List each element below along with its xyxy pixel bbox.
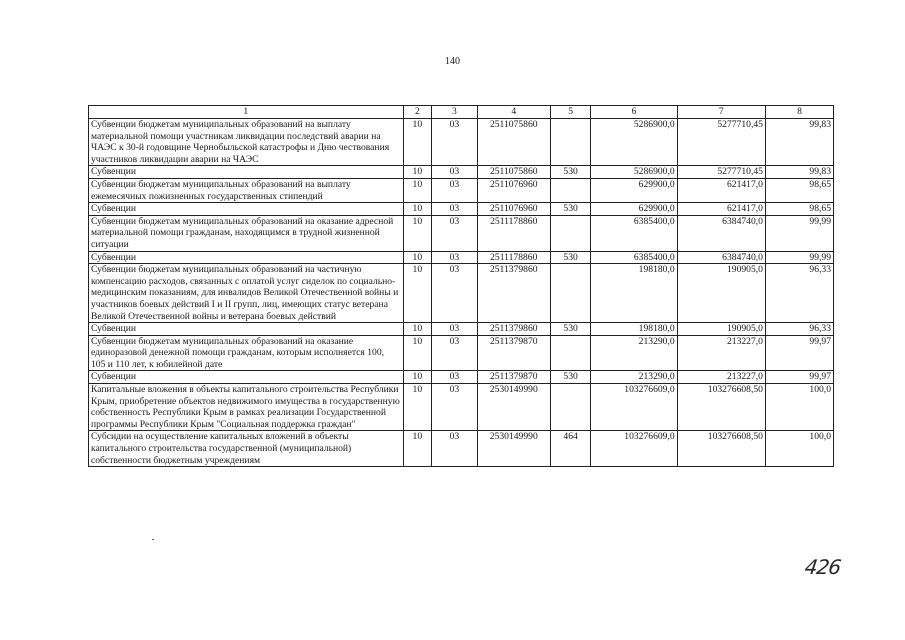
row-planned-amount: 103276609,0 <box>591 431 677 467</box>
table-row <box>89 215 834 251</box>
row-section: 10 <box>403 264 431 323</box>
row-actual-amount: 213227,0 <box>677 371 765 384</box>
row-actual-amount: 621417,0 <box>677 178 765 202</box>
row-planned-amount: 6385400,0 <box>591 215 677 251</box>
header-col-7: 7 <box>677 106 765 119</box>
row-target-code: 2511379870 <box>477 371 550 384</box>
row-name: Субвенции бюджетам муниципальных образований на выплату ежемесячных пожизненных государственных стипендий <box>89 178 404 202</box>
row-planned-amount: 213290,0 <box>591 335 677 371</box>
table-row <box>89 251 834 264</box>
row-expense-type <box>550 384 591 431</box>
row-actual-amount: 103276608,50 <box>677 384 765 431</box>
row-target-code: 2511178860 <box>477 251 550 264</box>
row-subsection: 03 <box>432 371 478 384</box>
row-section: 10 <box>403 119 431 166</box>
row-actual-amount: 5277710,45 <box>677 166 765 179</box>
row-name: Субвенции бюджетам муниципальных образований на оказание адресной материальной помощи гражданам, находящимся в трудной жизненной ситуации <box>89 215 404 251</box>
row-name: Субвенции бюджетам муниципальных образований на частичную компенсацию расходов, связанных с оплатой услуг сиделок по социально-медицинским показаниям, для инвалидов Великой Отечественной войны и участников боевых действий I и II групп, лиц, имеющих статус ветерана Великой Отечественной войны и ветерана боевых действий <box>89 264 404 323</box>
row-section: 10 <box>403 384 431 431</box>
row-name: Субвенции <box>89 166 404 179</box>
row-execution-percent: 99,97 <box>765 371 833 384</box>
header-col-3: 3 <box>432 106 478 119</box>
row-execution-percent: 100,0 <box>765 384 833 431</box>
row-subsection: 03 <box>432 178 478 202</box>
row-expense-type: 530 <box>550 203 591 216</box>
row-subsection: 03 <box>432 431 478 467</box>
row-planned-amount: 198180,0 <box>591 323 677 336</box>
row-target-code: 2511379860 <box>477 323 550 336</box>
row-actual-amount: 213227,0 <box>677 335 765 371</box>
row-section: 10 <box>403 335 431 371</box>
row-planned-amount: 629900,0 <box>591 203 677 216</box>
row-subsection: 03 <box>432 251 478 264</box>
row-actual-amount: 103276608,50 <box>677 431 765 467</box>
row-expense-type: 530 <box>550 371 591 384</box>
table-row <box>89 203 834 216</box>
budget-table <box>88 105 834 467</box>
row-section: 10 <box>403 178 431 202</box>
table-row <box>89 178 834 202</box>
row-target-code: 2511178860 <box>477 215 550 251</box>
row-planned-amount: 5286900,0 <box>591 119 677 166</box>
row-execution-percent: 99,99 <box>765 251 833 264</box>
header-col-2: 2 <box>403 106 431 119</box>
row-target-code: 2530149990 <box>477 431 550 467</box>
row-name: Субвенции бюджетам муниципальных образований на выплату материальной помощи участникам ликвидации последствий аварии на ЧАЭС к 30-й годовщине Чернобыльской катастрофы и Дню чествования участников ликвидации аварии на ЧАЭС <box>89 119 404 166</box>
row-expense-type <box>550 264 591 323</box>
row-name: Субсидии на осуществление капитальных вложений в объекты капитального строительства государственной (муниципальной) собственности бюджетным учреждениям <box>89 431 404 467</box>
table-row <box>89 335 834 371</box>
row-expense-type <box>550 215 591 251</box>
row-actual-amount: 6384740,0 <box>677 251 765 264</box>
row-subsection: 03 <box>432 166 478 179</box>
row-section: 10 <box>403 203 431 216</box>
row-name: Субвенции бюджетам муниципальных образований на оказание единоразовой денежной помощи гражданам, которым исполняется 100, 105 и 110 лет, к юбилейной дате <box>89 335 404 371</box>
row-name: Субвенции <box>89 203 404 216</box>
row-subsection: 03 <box>432 203 478 216</box>
table-row <box>89 323 834 336</box>
row-planned-amount: 213290,0 <box>591 371 677 384</box>
table-header-row <box>89 106 834 119</box>
header-col-8: 8 <box>765 106 833 119</box>
row-execution-percent: 99,83 <box>765 119 833 166</box>
row-subsection: 03 <box>432 335 478 371</box>
row-planned-amount: 198180,0 <box>591 264 677 323</box>
row-subsection: 03 <box>432 264 478 323</box>
row-planned-amount: 629900,0 <box>591 178 677 202</box>
row-section: 10 <box>403 323 431 336</box>
row-expense-type <box>550 119 591 166</box>
row-name: Субвенции <box>89 251 404 264</box>
row-section: 10 <box>403 431 431 467</box>
row-actual-amount: 6384740,0 <box>677 215 765 251</box>
row-expense-type: 530 <box>550 251 591 264</box>
row-target-code: 2511076960 <box>477 178 550 202</box>
row-actual-amount: 5277710,45 <box>677 119 765 166</box>
row-section: 10 <box>403 371 431 384</box>
row-actual-amount: 190905,0 <box>677 323 765 336</box>
row-name: Субвенции <box>89 371 404 384</box>
table-row <box>89 264 834 323</box>
row-planned-amount: 6385400,0 <box>591 251 677 264</box>
row-expense-type <box>550 178 591 202</box>
header-col-5: 5 <box>550 106 591 119</box>
row-name: Капитальные вложения в объекты капитального строительства Республики Крым, приобретение объектов недвижимого имущества в государственную собственность Республики Крым в рамках реализации Государственной программы Республики Крым "Социальная поддержка граждан" <box>89 384 404 431</box>
header-col-6: 6 <box>591 106 677 119</box>
page-number: 140 <box>445 56 460 67</box>
row-target-code: 2511075860 <box>477 119 550 166</box>
row-expense-type: 530 <box>550 323 591 336</box>
header-col-1: 1 <box>89 106 404 119</box>
row-expense-type: 530 <box>550 166 591 179</box>
row-subsection: 03 <box>432 119 478 166</box>
row-expense-type <box>550 335 591 371</box>
row-execution-percent: 99,83 <box>765 166 833 179</box>
table-row <box>89 166 834 179</box>
row-section: 10 <box>403 166 431 179</box>
row-subsection: 03 <box>432 323 478 336</box>
row-target-code: 2511075860 <box>477 166 550 179</box>
row-name: Субвенции <box>89 323 404 336</box>
row-planned-amount: 5286900,0 <box>591 166 677 179</box>
row-execution-percent: 98,65 <box>765 178 833 202</box>
row-target-code: 2511379860 <box>477 264 550 323</box>
row-actual-amount: 190905,0 <box>677 264 765 323</box>
handwritten-page-mark: 426 <box>803 555 842 579</box>
row-execution-percent: 99,97 <box>765 335 833 371</box>
row-target-code: 2511076960 <box>477 203 550 216</box>
row-execution-percent: 96,33 <box>765 264 833 323</box>
table-row <box>89 431 834 467</box>
row-execution-percent: 100,0 <box>765 431 833 467</box>
row-subsection: 03 <box>432 215 478 251</box>
table-row <box>89 384 834 431</box>
header-col-4: 4 <box>477 106 550 119</box>
row-subsection: 03 <box>432 384 478 431</box>
row-execution-percent: 99,99 <box>765 215 833 251</box>
row-execution-percent: 96,33 <box>765 323 833 336</box>
row-expense-type: 464 <box>550 431 591 467</box>
row-planned-amount: 103276609,0 <box>591 384 677 431</box>
table-row <box>89 119 834 166</box>
row-section: 10 <box>403 215 431 251</box>
row-section: 10 <box>403 251 431 264</box>
row-target-code: 2511379870 <box>477 335 550 371</box>
table-row <box>89 371 834 384</box>
row-target-code: 2530149990 <box>477 384 550 431</box>
row-execution-percent: 98,65 <box>765 203 833 216</box>
scan-speck <box>152 539 154 540</box>
row-actual-amount: 621417,0 <box>677 203 765 216</box>
